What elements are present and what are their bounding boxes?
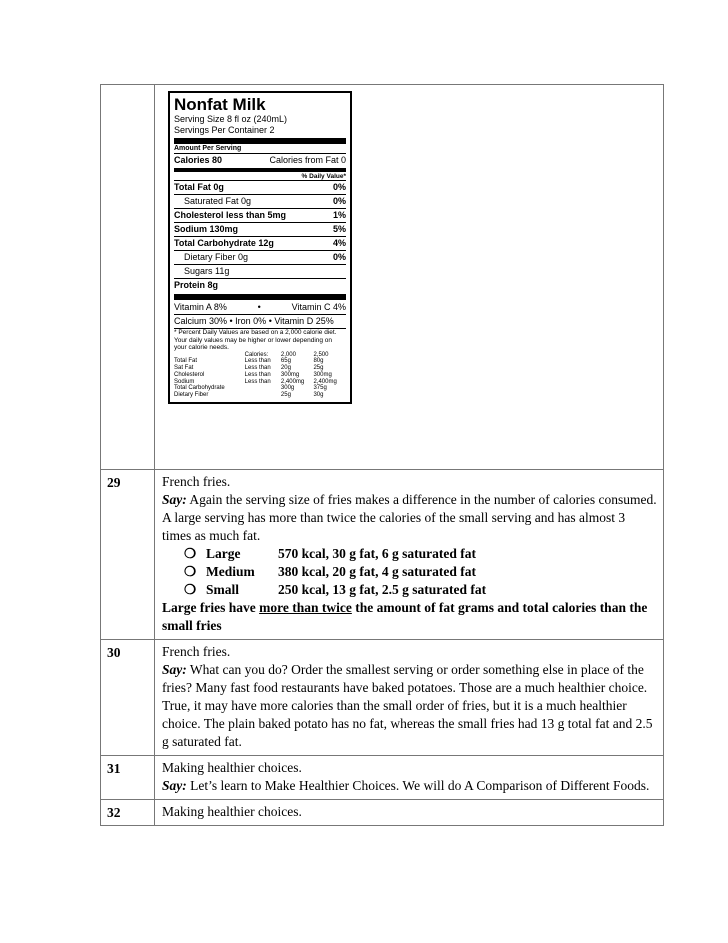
- row-number: 32: [101, 800, 155, 826]
- daily-values-row: [174, 385, 346, 392]
- daily-values-row: [174, 379, 346, 386]
- nutrient-name: Sugars 11g: [184, 266, 230, 276]
- nutrient-dv: 5%: [332, 224, 346, 234]
- label-divider: [174, 294, 346, 300]
- nutrient-name: Sodium 130mg: [174, 224, 239, 234]
- nutrient-row: [174, 194, 346, 208]
- table-row: [101, 85, 664, 470]
- daily-values-cell: 25g: [280, 392, 291, 399]
- daily-values-cell: Sat Fat: [174, 365, 194, 372]
- calories-row: [174, 153, 346, 167]
- conclusion: Large fries have more than twice the amount of fat grams and total calories than the small fries: [162, 600, 648, 633]
- footnote: * Percent Daily Values are based on a 2,000 calorie diet. Your daily values may be higher or lower depending on your calorie needs.: [174, 329, 337, 351]
- vitamins-row: Vitamin A 8% • Vitamin C 4%: [174, 302, 346, 312]
- list-item: ❍ Large 570 kcal, 30 g fat, 6 g saturated fat: [184, 546, 476, 561]
- daily-values-cell: 300g: [280, 385, 295, 392]
- daily-values-cell: 65g: [280, 358, 291, 365]
- daily-values-cell: Less than: [244, 365, 271, 372]
- nutrient-name: Dietary Fiber 0g: [184, 252, 249, 262]
- nutrient-dv: 4%: [332, 238, 346, 248]
- row-number: 30: [101, 640, 155, 756]
- nutrient-row: [174, 278, 346, 292]
- nutrient-row: [174, 236, 346, 250]
- label-divider: [174, 138, 346, 144]
- daily-values-cell: Total Fat: [174, 358, 198, 365]
- row-number: 31: [101, 756, 155, 800]
- daily-values-table: [174, 352, 346, 400]
- lesson-table: [100, 84, 664, 826]
- label-cell: [155, 85, 664, 470]
- nutrient-name: Cholesterol less than 5mg: [174, 210, 287, 220]
- row-text: True, it may have more calories than the small order of fries, but it is a much healthier choice. The plain baked potato has no fat, whereas the small fries had 13 g total fat and 2.5 g saturated fat.: [162, 698, 653, 749]
- serving-size: Serving Size 8 fl oz (240mL): [174, 114, 288, 124]
- fries-size-list: [162, 545, 657, 599]
- nutrient-row: [174, 180, 346, 194]
- daily-values-cell: Less than: [244, 378, 271, 385]
- daily-values-row: [174, 365, 346, 372]
- footnote-header: 2,000: [280, 351, 296, 358]
- table-row: [101, 756, 664, 800]
- daily-values-cell: 375g: [313, 385, 327, 392]
- row-content: [155, 470, 664, 640]
- say-label: Say:: [162, 662, 187, 677]
- nutrient-name: Total Fat 0g: [174, 182, 224, 192]
- daily-values-cell: Total Carbohydrate: [174, 385, 225, 392]
- daily-values-cell: [245, 385, 281, 392]
- daily-values-row: [174, 358, 346, 365]
- row-number: [101, 85, 155, 470]
- daily-values-cell: 300mg: [280, 371, 300, 378]
- vitamin-c: Vitamin C 4%: [291, 302, 346, 312]
- row-text: Say: Again the serving size of fries makes a difference in the number of calories consumed. A large serving has more than twice the calories of the small serving and has almost 3 times as much fat.: [162, 492, 657, 543]
- vitamin-a: Vitamin A 8%: [174, 302, 227, 312]
- nutrient-row: [174, 222, 346, 236]
- nutrient-dv: 0%: [332, 196, 346, 206]
- row-heading: Making healthier choices.: [162, 760, 302, 775]
- daily-values-cell: 300mg: [313, 371, 332, 378]
- say-label: Say:: [162, 492, 187, 507]
- row-text: Say: Let’s learn to Make Healthier Choices. We will do A Comparison of Different Foods.: [162, 778, 650, 793]
- nutrient-row: [174, 250, 346, 264]
- minerals-row: [174, 314, 346, 329]
- daily-values-row: [174, 372, 346, 379]
- row-text: Say: What can you do? Order the smallest serving or order something else in place of the fries? Many fast food restaurants have baked potatoes. Those are a much healthier choice.: [162, 662, 648, 695]
- daily-values-cell: [245, 392, 281, 399]
- row-content: [155, 800, 664, 826]
- table-row: [101, 800, 664, 826]
- nutrient-rows: [174, 180, 346, 292]
- row-heading: French fries.: [162, 644, 231, 659]
- row-heading: French fries.: [162, 474, 231, 489]
- footnote-header: 2,500: [313, 351, 329, 358]
- daily-values-cell: 25g: [313, 365, 324, 372]
- daily-values-row: [174, 392, 346, 399]
- row-number: 29: [101, 470, 155, 640]
- list-item: ❍ Small 250 kcal, 13 g fat, 2.5 g saturated fat: [184, 582, 487, 597]
- nutrient-name: Total Carbohydrate 12g: [174, 238, 274, 248]
- row-content: [155, 756, 664, 800]
- daily-values-cell: 2,400mg: [280, 378, 305, 385]
- row-heading: Making healthier choices.: [162, 804, 302, 819]
- daily-values-cell: Less than: [244, 358, 271, 365]
- nutrient-name: Saturated Fat 0g: [184, 196, 252, 206]
- say-label: Say:: [162, 778, 187, 793]
- daily-values-cell: 2,400mg: [313, 378, 337, 385]
- daily-values-cell: Cholesterol: [174, 371, 205, 378]
- amount-per-serving: Amount Per Serving: [174, 145, 242, 152]
- list-item: ❍ Medium 380 kcal, 20 g fat, 4 g saturated fat: [184, 564, 476, 579]
- nutrient-dv: 0%: [332, 182, 346, 192]
- footnote-header: Calories:: [244, 351, 269, 358]
- daily-values-cell: 30g: [313, 392, 324, 399]
- nutrient-row: [174, 208, 346, 222]
- calories: Calories 80: [174, 154, 223, 165]
- daily-values-cell: Less than: [244, 371, 271, 378]
- nutrition-facts-label: [168, 91, 352, 404]
- table-row: [101, 470, 664, 640]
- daily-values-cell: Dietary Fiber: [174, 392, 209, 399]
- label-divider: [174, 168, 346, 172]
- daily-value-header: % Daily Value*: [301, 172, 346, 180]
- daily-values-cell: 20g: [280, 365, 291, 372]
- nutrient-dv: 1%: [332, 210, 346, 220]
- label-title: Nonfat Milk: [174, 95, 266, 114]
- daily-values-cell: 80g: [313, 358, 324, 365]
- table-row: [101, 640, 664, 756]
- servings-per-container: Servings Per Container 2: [174, 125, 275, 135]
- nutrient-dv: 0%: [332, 252, 346, 262]
- daily-values-cell: Sodium: [174, 378, 195, 385]
- nutrient-row: [174, 264, 346, 278]
- row-content: [155, 640, 664, 756]
- minerals: Calcium 30% • Iron 0% • Vitamin D 25%: [174, 316, 334, 326]
- calories-from-fat: Calories from Fat 0: [269, 154, 346, 165]
- nutrient-name: Protein 8g: [174, 280, 219, 290]
